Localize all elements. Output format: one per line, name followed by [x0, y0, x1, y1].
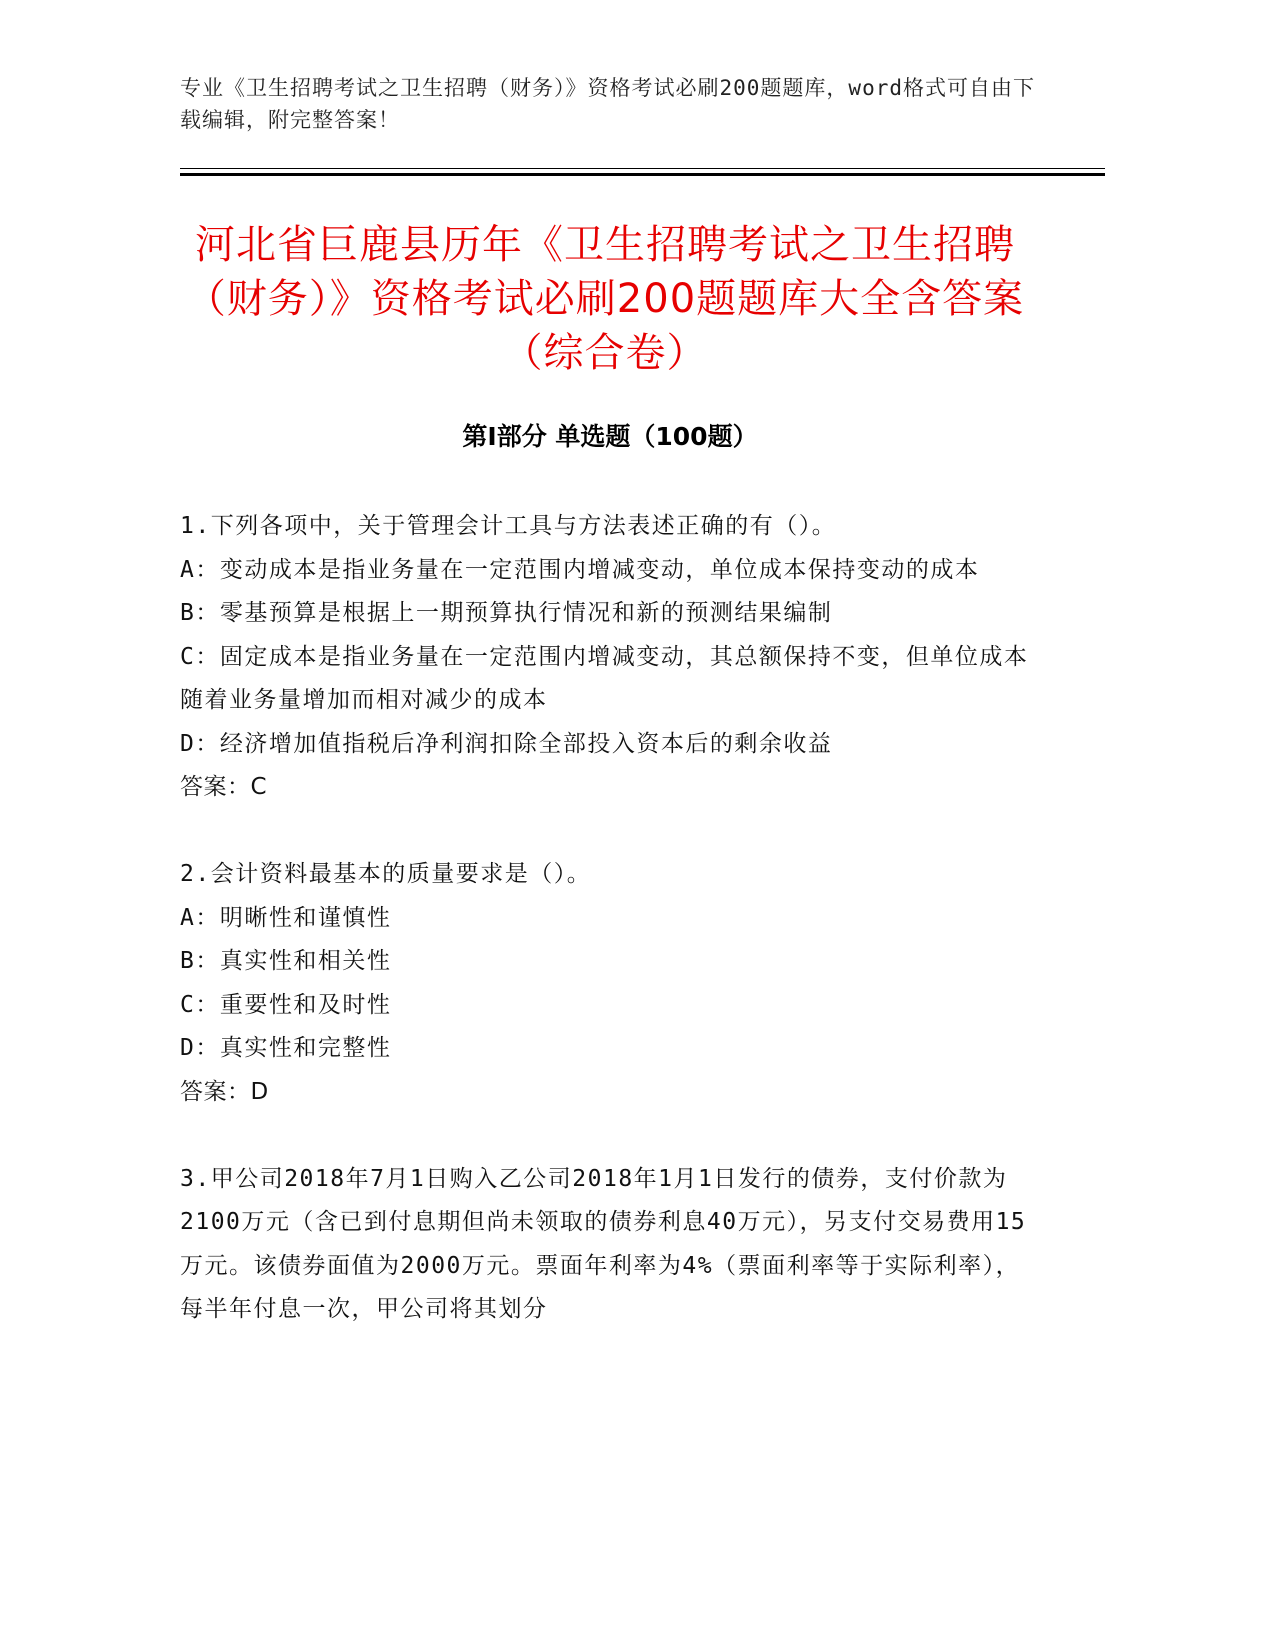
option-c: C：固定成本是指业务量在一定范围内增减变动，其总额保持不变，但单位成本随着业务量增加而相对减少的成本: [180, 643, 1029, 713]
question-stem: 2.会计资料最基本的质量要求是（）。: [180, 861, 592, 887]
answer-label: 答案：D: [180, 1078, 269, 1105]
question-3: [180, 1158, 1040, 1332]
option-d: D：经济增加值指税后净利润扣除全部投入资本后的剩余收益: [180, 730, 833, 757]
header-note: 专业《卫生招聘考试之卫生招聘（财务）》资格考试必刷200题题库，word格式可自由下载编辑，附完整答案！: [180, 76, 1035, 132]
section-title: 第I部分 单选题（100题）: [462, 422, 758, 451]
option-a: A：明晰性和谨慎性: [180, 904, 392, 931]
question-1: [180, 505, 1040, 810]
option-a: A：变动成本是指业务量在一定范围内增减变动，单位成本保持变动的成本: [180, 556, 980, 583]
option-b: B：零基预算是根据上一期预算执行情况和新的预测结果编制: [180, 600, 833, 626]
question-list: [180, 505, 1040, 1375]
option-d: D：真实性和完整性: [180, 1035, 392, 1061]
header-divider-thin: [180, 168, 1105, 169]
header-divider-thick: [180, 173, 1105, 176]
question-stem: 3.甲公司2018年7月1日购入乙公司2018年1月1日发行的债券，支付价款为2100万元（含已到付息期但尚未领取的债券利息40万元），另支付交易费用15万元。该债券面值为2000万元。票面年利率为4%（票面利率等于实际利率），每半年付息一次，甲公司将其划分: [180, 1165, 1027, 1322]
question-stem: 1.下列各项中，关于管理会计工具与方法表述正确的有（）。: [180, 513, 837, 539]
answer-label: 答案：C: [180, 774, 268, 800]
option-b: B：真实性和相关性: [180, 948, 392, 974]
document-title: 河北省巨鹿县历年《卫生招聘考试之卫生招聘（财务）》资格考试必刷200题题库大全含答案（综合卷）: [185, 222, 1025, 376]
option-c: C：重要性和及时性: [180, 991, 392, 1018]
question-2: [180, 853, 1040, 1114]
